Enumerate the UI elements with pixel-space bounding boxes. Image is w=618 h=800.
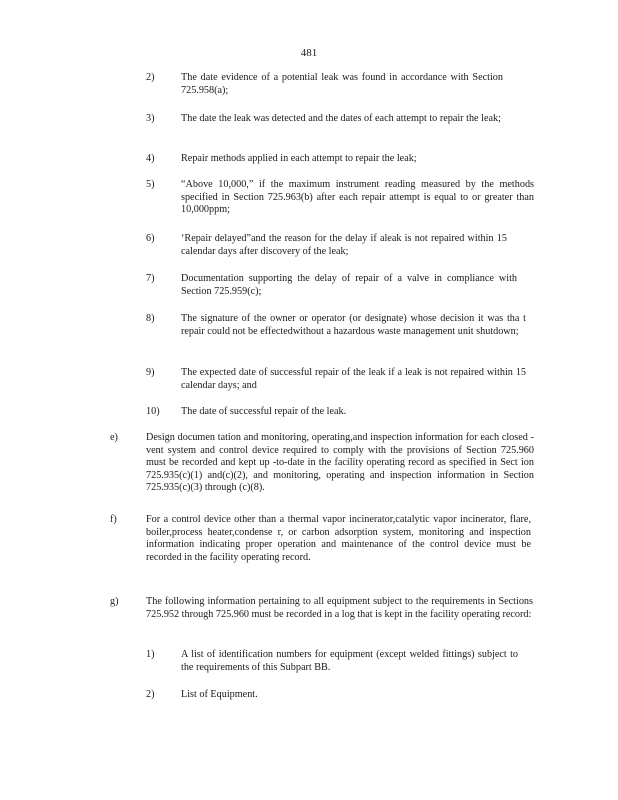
item-number: 2): [146, 72, 155, 83]
item-text: Design documen tation and monitoring, operating,and inspection information for each closed -vent system and control device required to comply with the provisions of Section 725.960 must be recorded and kept up -to-date in the facility operating record as specified in Sect ion 725.935(c)(1) and(c)(2), and monitoring, operating and inspection information in Section 725.935(c)(3) through (c)(8).: [146, 432, 534, 494]
item-text: The signature of the owner or operator (or designate) whose decision it was tha t repair could not be effectedwithout a hazardous waste management unit shutdown;: [181, 313, 526, 337]
item-number: 3): [146, 113, 155, 124]
item-text: List of Equipment.: [181, 689, 258, 700]
item-number: 10): [146, 406, 160, 417]
item-text: Documentation supporting the delay of repair of a valve in compliance with Section 725.959(c);: [181, 273, 517, 297]
item-number: 1): [146, 649, 155, 660]
item-text: “Above 10,000,” if the maximum instrument reading measured by the methods specified in Section 725.963(b) after each repair attempt is equal to or greater than 10,000ppm;: [181, 179, 534, 216]
item-number: 9): [146, 367, 155, 378]
item-text: ‘Repair delayed”and the reason for the delay if aleak is not repaired within 15 calendar days after discovery of the leak;: [181, 233, 507, 257]
item-text: The expected date of successful repair of the leak if a leak is not repaired within 15 calendar days; and: [181, 367, 526, 391]
item-text: For a control device other than a thermal vapor incinerator,catalytic vapor incinerator, flare, boiler,process heater,condense r, or carbon adsorption system, monitoring and inspection information indicating proper operation and maintenance of the control device must be recorded in the facility operating record.: [146, 514, 531, 563]
page-number: 481: [300, 47, 318, 59]
item-number: e): [110, 432, 118, 443]
item-number: 2): [146, 689, 155, 700]
item-number: 7): [146, 273, 155, 284]
item-number: 5): [146, 179, 155, 190]
item-text: The date evidence of a potential leak was found in accordance with Section 725.958(a);: [181, 72, 503, 96]
item-text: Repair methods applied in each attempt to repair the leak;: [181, 153, 417, 164]
item-text: The following information pertaining to all equipment subject to the requirements in Sections 725.952 through 725.960 must be recorded in a log that is kept in the facility operating record:: [146, 596, 533, 620]
item-text: The date the leak was detected and the dates of each attempt to repair the leak;: [181, 113, 501, 124]
item-number: 8): [146, 313, 155, 324]
item-number: 4): [146, 153, 155, 164]
item-number: f): [110, 514, 117, 525]
item-number: 6): [146, 233, 155, 244]
item-text: A list of identification numbers for equipment (except welded fittings) subject to the requirements of this Subpart BB.: [181, 649, 518, 673]
item-number: g): [110, 596, 119, 607]
item-text: The date of successful repair of the leak.: [181, 406, 347, 417]
